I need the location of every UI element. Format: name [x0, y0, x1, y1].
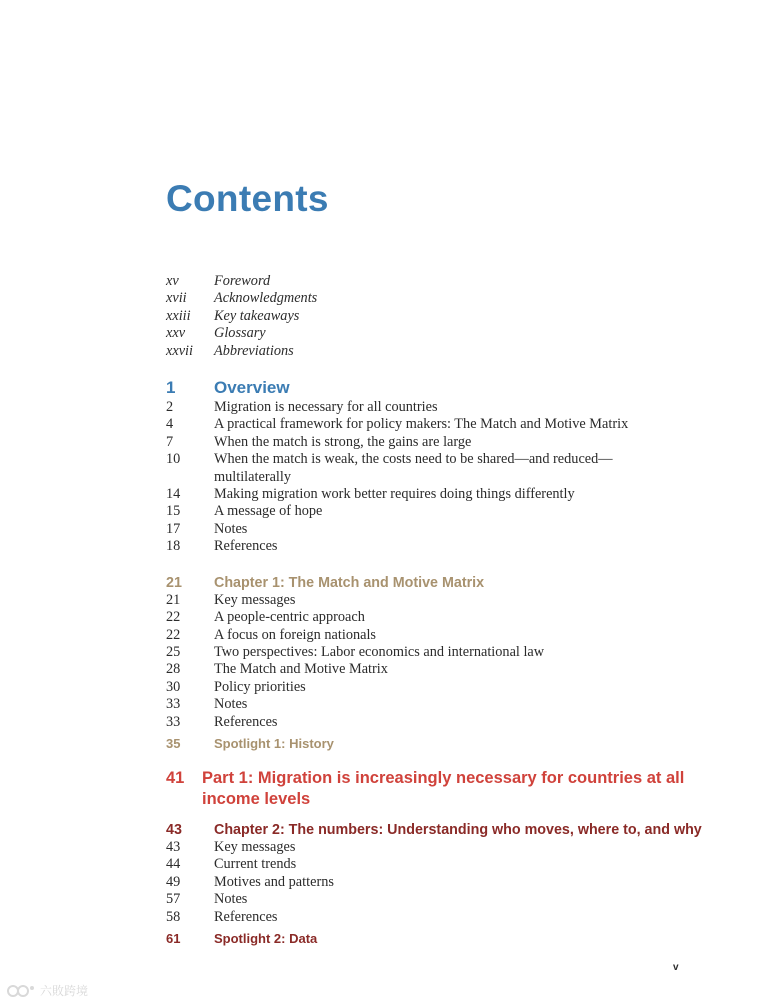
page-number: 57: [166, 891, 181, 908]
spotlight-title: Spotlight 2: Data: [214, 930, 318, 946]
entry-title: Key messages: [214, 838, 296, 855]
spotlight-title: Spotlight 1: History: [214, 735, 334, 751]
page-number: 22: [166, 609, 181, 626]
entry-title: Key takeaways: [214, 307, 300, 324]
overview-heading[interactable]: [166, 377, 706, 399]
toc-entry[interactable]: [166, 856, 706, 873]
toc-entry[interactable]: [166, 503, 706, 520]
toc-entry[interactable]: [166, 661, 706, 678]
toc-entry[interactable]: [166, 891, 706, 908]
chapter2-list: [166, 839, 706, 926]
page-number: xv: [166, 273, 179, 289]
part-title-line: Part 1: Migration is increasingly necessary for countries at all: [202, 768, 685, 787]
page-number: 15: [166, 503, 181, 520]
toc-entry[interactable]: [166, 714, 706, 731]
page-number: 14: [166, 486, 181, 503]
toc-entry[interactable]: [166, 696, 706, 713]
toc-entry[interactable]: [166, 416, 706, 433]
page-number: 49: [166, 873, 181, 890]
watermark: [6, 982, 88, 999]
page-number: 17: [166, 520, 181, 537]
toc-entry[interactable]: [166, 325, 706, 342]
entry-title: Motives and patterns: [214, 873, 334, 890]
page-number: 7: [166, 433, 174, 450]
page-number: xxvii: [166, 342, 193, 359]
page-number: 21: [166, 591, 181, 608]
toc-entry[interactable]: [166, 592, 706, 609]
entry-title: Making migration work better requires doing things differently: [214, 486, 575, 503]
page-number: 21: [166, 574, 182, 591]
toc-entry[interactable]: [166, 609, 706, 626]
page-number: 4: [166, 416, 174, 433]
entry-title: A practical framework for policy makers: The Match and Motive Matrix: [214, 416, 629, 433]
toc-entry[interactable]: [166, 434, 706, 451]
page-number: 1: [166, 378, 176, 398]
page-folio: v: [673, 962, 679, 973]
toc-entry[interactable]: [166, 874, 706, 891]
part-title-line: income levels: [202, 789, 311, 808]
entry-title: Policy priorities: [214, 678, 306, 695]
front-matter-list: [166, 273, 706, 360]
toc-entry[interactable]: [166, 839, 706, 856]
watermark-text: 六敗跨境: [40, 984, 89, 998]
chapter-title: Chapter 2: The numbers: Understanding who moves, where to, and why: [214, 821, 702, 838]
entry-title: Notes: [214, 696, 248, 713]
toc-entry[interactable]: [166, 308, 706, 325]
page-number: xxiii: [166, 307, 191, 324]
page-number: 25: [166, 643, 181, 660]
page-number: 35: [166, 735, 181, 751]
page-number: 10: [166, 451, 181, 468]
page-title: Contents: [166, 178, 329, 219]
page-number: 43: [166, 838, 181, 855]
page-number: 58: [166, 908, 181, 925]
page-number: xxv: [166, 325, 186, 342]
entry-title: When the match is strong, the gains are large: [214, 433, 472, 450]
entry-title: Two perspectives: Labor economics and international law: [214, 643, 545, 660]
entry-title: Foreword: [214, 273, 271, 289]
page-number: 2: [166, 399, 174, 416]
entry-title: Current trends: [214, 856, 297, 873]
page-number: 18: [166, 538, 181, 555]
entry-title: Key messages: [214, 591, 296, 608]
chapter-title: Chapter 1: The Match and Motive Matrix: [214, 574, 485, 591]
spotlight-2-entry[interactable]: [166, 930, 706, 947]
toc-entry[interactable]: [166, 399, 706, 416]
entry-title: A message of hope: [214, 503, 323, 520]
toc-entry[interactable]: [166, 486, 706, 503]
entry-title: Migration is necessary for all countries: [214, 399, 438, 416]
entry-title: Glossary: [214, 325, 266, 342]
page-number: 43: [166, 821, 182, 838]
page-number: 28: [166, 661, 181, 678]
toc-entry[interactable]: [166, 679, 706, 696]
toc-entry[interactable]: [166, 343, 706, 360]
toc-entry[interactable]: [166, 290, 706, 307]
page-number: 33: [166, 696, 181, 713]
spotlight-1-entry[interactable]: [166, 735, 706, 752]
entry-title: A focus on foreign nationals: [214, 626, 376, 643]
chapter1-list: [166, 592, 706, 731]
page-number: 44: [166, 856, 181, 873]
page-number: 33: [166, 713, 181, 730]
toc-entry[interactable]: [166, 627, 706, 644]
chapter1-heading[interactable]: [166, 574, 706, 592]
entry-title: A people-centric approach: [214, 609, 365, 626]
entry-title: When the match is weak, the costs need to be shared—and reduced—multilaterally: [214, 451, 613, 485]
entry-title: References: [214, 908, 278, 925]
page-number: 41: [166, 768, 185, 787]
toc-entry[interactable]: [166, 909, 706, 926]
page-number: 22: [166, 626, 181, 643]
entry-title: The Match and Motive Matrix: [214, 661, 388, 678]
toc-entry[interactable]: [166, 538, 706, 555]
toc-entry[interactable]: [166, 521, 706, 538]
overview-list: [166, 399, 706, 556]
page-number: xvii: [166, 290, 187, 307]
watermark-logo-icon: [6, 983, 36, 999]
chapter2-heading[interactable]: [166, 821, 706, 839]
entry-title: Notes: [214, 520, 248, 537]
page-number: 30: [166, 678, 181, 695]
entry-title: Notes: [214, 891, 248, 908]
entry-title: Abbreviations: [214, 342, 294, 359]
entry-title: Acknowledgments: [214, 290, 318, 307]
entry-title: References: [214, 538, 278, 555]
toc-entry[interactable]: [166, 451, 706, 486]
section-title: Overview: [214, 378, 290, 398]
part1-heading[interactable]: [166, 768, 706, 810]
page-number: 61: [166, 930, 181, 946]
entry-title: References: [214, 713, 278, 730]
part-title: [202, 768, 684, 810]
toc-entry[interactable]: [166, 273, 706, 290]
contents-page: [166, 176, 706, 947]
toc-entry[interactable]: [166, 644, 706, 661]
